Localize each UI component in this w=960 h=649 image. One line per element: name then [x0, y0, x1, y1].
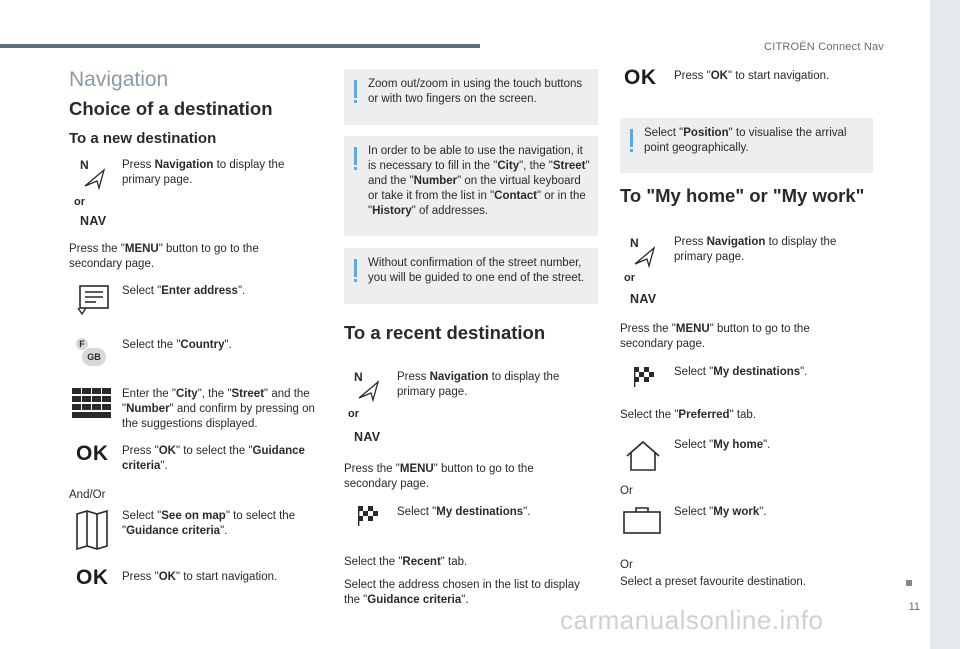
info-marker-icon	[354, 80, 357, 98]
enter-address-text: Select "Enter address".	[122, 285, 246, 297]
my-home-text: Select "My home".	[674, 439, 771, 451]
recent-tab-text: Select the "Recent" tab.	[344, 556, 468, 568]
my-work-text: Select "My work".	[674, 506, 767, 518]
press-navigation-text: Press Navigation to display the primary page.	[397, 371, 560, 398]
menu-text: Press the "MENU" button to go to the secondary page.	[344, 463, 534, 490]
city-street-number-text: Enter the "City", the "Street" and the "Number" and confirm by pressing on the suggestions displayed.	[122, 388, 315, 430]
page-header: CITROËN Connect Nav	[764, 41, 884, 53]
info-marker-icon	[630, 129, 633, 147]
nav-arrow-icon	[358, 380, 380, 402]
new-destination-heading: To a new destination	[69, 130, 217, 147]
briefcase-icon	[622, 505, 662, 535]
preset-destination-text: Select a preset favourite destination.	[620, 576, 807, 588]
info-box-street-number: Without confirmation of the street number, you will be guided to one end of the street.	[344, 248, 598, 304]
press-navigation-text: Press Navigation to display the primary page.	[122, 159, 285, 186]
end-marker	[906, 580, 912, 586]
page-number: 11	[908, 601, 920, 613]
map-icon	[76, 510, 108, 550]
or-text: Or	[620, 559, 633, 571]
start-navigation-text: Press "OK" to start navigation.	[122, 571, 278, 583]
nav-arrow-icon	[84, 168, 106, 190]
home-icon	[625, 440, 661, 472]
ok-icon: OK	[76, 442, 109, 465]
my-home-work-heading: To "My home" or "My work"	[620, 185, 865, 206]
ok-icon: OK	[76, 566, 109, 589]
menu-text: Press the "MENU" button to go to the secondary page.	[69, 243, 259, 270]
choice-heading: Choice of a destination	[69, 98, 273, 119]
page-edge-band	[930, 0, 960, 649]
my-destinations-text: Select "My destinations".	[674, 366, 808, 378]
country-flag-icon: F GB	[76, 338, 108, 370]
info-marker-icon	[354, 147, 357, 165]
my-destinations-text: Select "My destinations".	[397, 506, 531, 518]
info-box-position: Select "Position" to visualise the arrival point geographically.	[620, 118, 873, 173]
or-text: Or	[620, 485, 633, 497]
start-navigation-text: Press "OK" to start navigation.	[674, 70, 830, 82]
watermark: carmanualsonline.info	[560, 605, 824, 635]
menu-text: Press the "MENU" button to go to the secondary page.	[620, 323, 810, 350]
enter-address-icon	[76, 284, 110, 316]
recent-destination-heading: To a recent destination	[344, 322, 546, 343]
see-on-map-text: Select "See on map" to select the "Guidance criteria".	[122, 510, 296, 537]
checkered-flag-icon	[634, 367, 654, 387]
nav-arrow-icon	[634, 246, 656, 268]
info-marker-icon	[354, 259, 357, 277]
ok-guidance-text: Press "OK" to select the "Guidance criteria".	[122, 445, 305, 472]
info-box-fill-address: In order to be able to use the navigation, it is necessary to fill in the "City", the "Street" and the "Number" on the virtual keyboard or take it from the list in "Contact" or in the "History" of addresses.	[344, 136, 598, 236]
checkered-flag-icon	[358, 506, 378, 526]
ok-icon: OK	[624, 66, 657, 89]
select-address-text: Select the address chosen in the list to display the "Guidance criteria".	[344, 579, 580, 606]
press-navigation-text: Press Navigation to display the primary page.	[674, 236, 837, 263]
and-or-text: And/Or	[69, 489, 106, 501]
keyboard-icon	[72, 388, 112, 418]
section-title: Navigation	[69, 68, 169, 91]
preferred-tab-text: Select the "Preferred" tab.	[620, 409, 757, 421]
top-accent-bar	[0, 44, 480, 48]
country-text: Select the "Country".	[122, 339, 232, 351]
info-box-zoom: Zoom out/zoom in using the touch buttons or with two fingers on the screen.	[344, 69, 598, 125]
